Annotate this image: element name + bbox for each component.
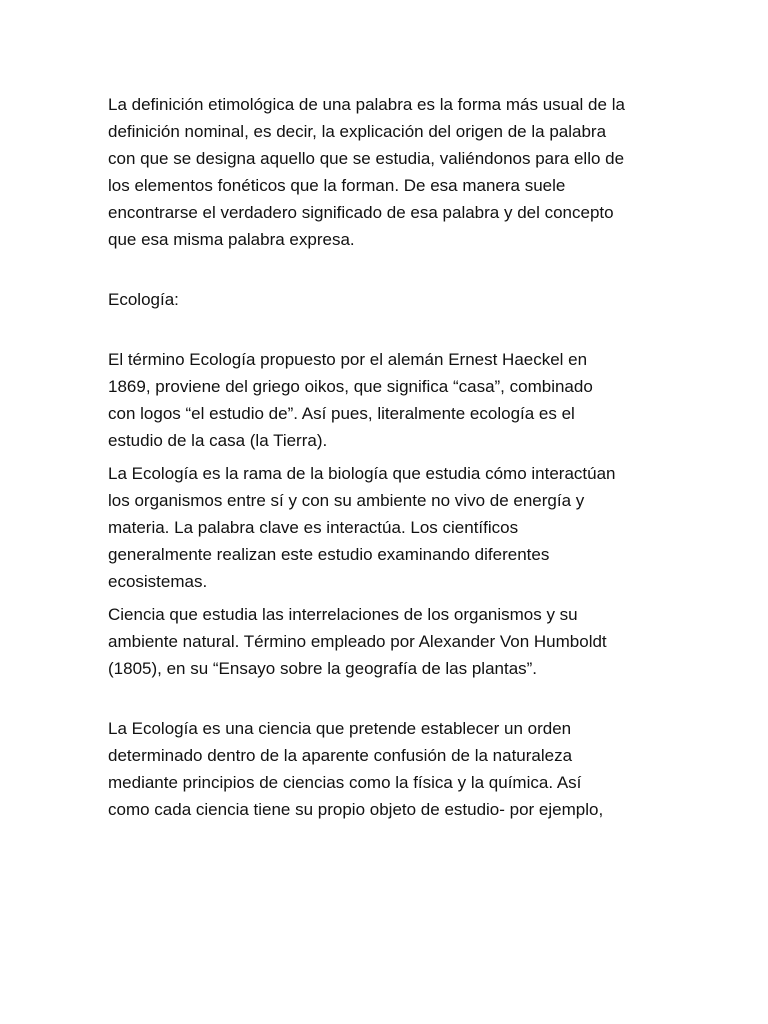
paragraph-line: La definición etimológica de una palabra es la forma más usual de la [108, 95, 625, 114]
paragraph-ecology-science [108, 715, 673, 823]
paragraph-line: ecosistemas. [108, 572, 208, 591]
paragraph-line: Ciencia que estudia las interrelaciones de los organismos y su [108, 605, 578, 624]
paragraph-line: encontrarse el verdadero significado de esa palabra y del concepto [108, 203, 614, 222]
paragraph-line: 1869, proviene del griego oikos, que significa “casa”, combinado [108, 377, 593, 396]
paragraph-line: materia. La palabra clave es interactúa. Los científicos [108, 518, 519, 537]
paragraph-etymological-definition [108, 91, 673, 253]
paragraph-line: como cada ciencia tiene su propio objeto de estudio- por ejemplo, [108, 800, 604, 819]
paragraph-line: (1805), en su “Ensayo sobre la geografía de las plantas”. [108, 659, 538, 678]
paragraph-line: mediante principios de ciencias como la física y la química. Así [108, 773, 582, 792]
paragraph-line: estudio de la casa (la Tierra). [108, 431, 328, 450]
paragraph-line: ambiente natural. Término empleado por Alexander Von Humboldt [108, 632, 607, 651]
paragraph-line: La Ecología es una ciencia que pretende establecer un orden [108, 719, 572, 738]
paragraph-line: La Ecología es la rama de la biología que estudia cómo interactúan [108, 464, 616, 483]
section-heading-ecologia [108, 286, 673, 313]
paragraph-haeckel [108, 346, 673, 454]
paragraph-line: con que se designa aquello que se estudia, valiéndonos para ello de [108, 149, 625, 168]
paragraph-line: generalmente realizan este estudio examinando diferentes [108, 545, 550, 564]
paragraph-biology-branch [108, 460, 673, 595]
paragraph-humboldt [108, 601, 673, 682]
paragraph-line: determinado dentro de la aparente confusión de la naturaleza [108, 746, 573, 765]
paragraph-line: con logos “el estudio de”. Así pues, literalmente ecología es el [108, 404, 575, 423]
paragraph-line: que esa misma palabra expresa. [108, 230, 355, 249]
paragraph-line: los organismos entre sí y con su ambiente no vivo de energía y [108, 491, 585, 510]
paragraph-line: los elementos fonéticos que la forman. De esa manera suele [108, 176, 566, 195]
section-heading: Ecología: [108, 290, 179, 309]
paragraph-line: El término Ecología propuesto por el alemán Ernest Haeckel en [108, 350, 588, 369]
paragraph-line: definición nominal, es decir, la explicación del origen de la palabra [108, 122, 607, 141]
document-body [108, 91, 673, 823]
